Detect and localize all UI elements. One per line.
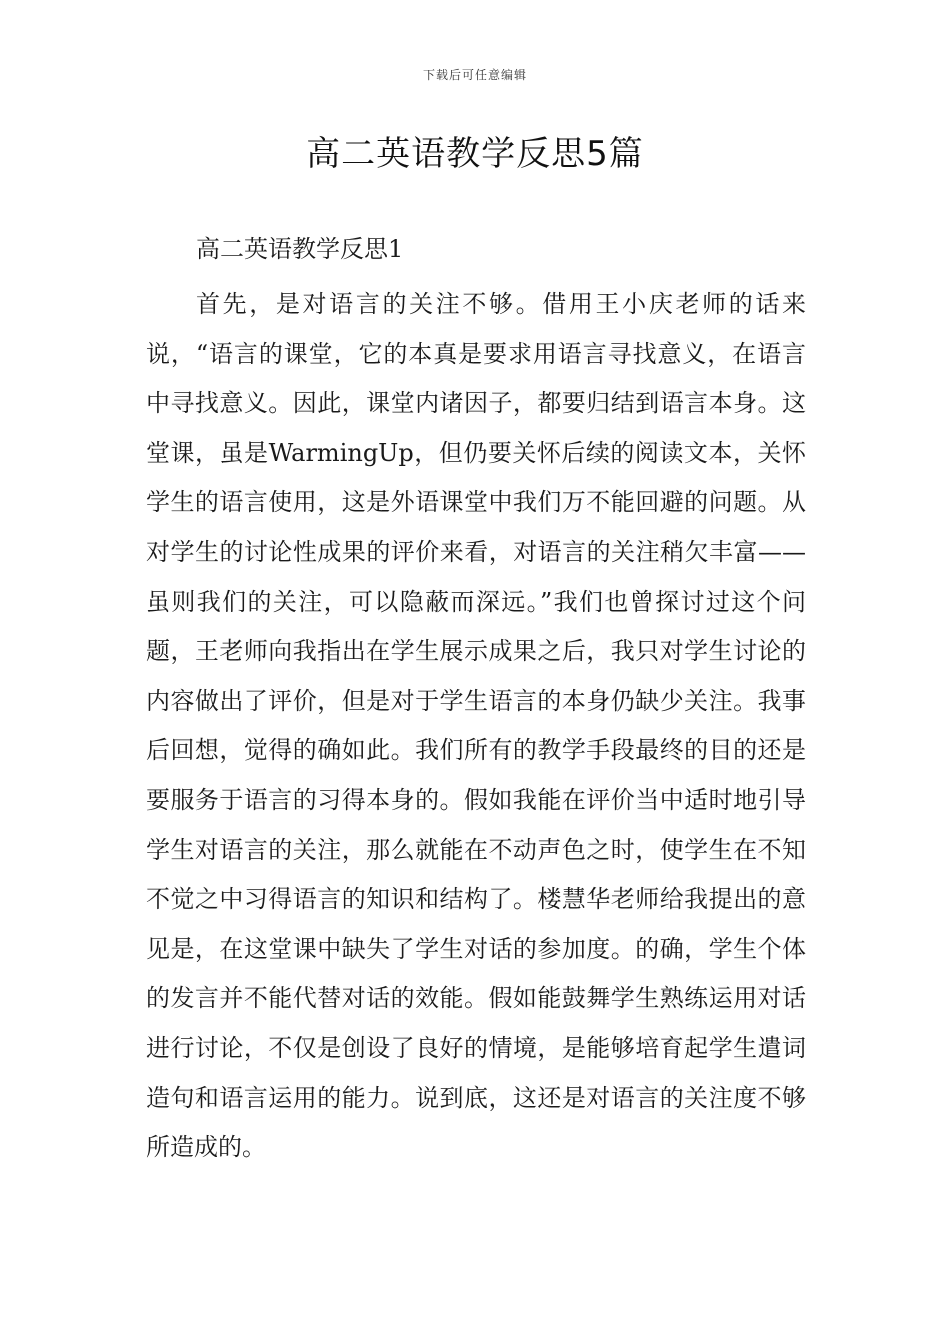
header-note: 下载后可任意编辑 <box>422 68 527 82</box>
section-heading: 高二英语教学反思1 <box>196 235 404 263</box>
document-title: 高二英语教学反思5篇 <box>306 134 644 174</box>
body-paragraph: 首先，是对语言的关注不够。借用王小庆老师的话来说，“语言的课堂，它的本真是要求用语言寻找意义，在语言中寻找意义。因此，课堂内诸因子，都要归结到语言本身。这堂课，虽是WarmingUp，但仍要关怀后续的阅读文本，关怀学生的语言使用，这是外语课堂中我们万不能回避的问题。从对学生的讨论性成果的评价来看，对语言的关注稍欠丰富——虽则我们的关注，可以隐蔽而深远。”我们也曾探讨过这个问题，王老师向我指出在学生展示成果之后，我只对学生讨论的内容做出了评价，但是对于学生语言的本身仍缺少关注。我事后回想，觉得的确如此。我们所有的教学手段最终的目的还是要服务于语言的习得本身的。假如我能在评价当中适时地引导学生对语言的关注，那么就能在不动声色之时，使学生在不知不觉之中习得语言的知识和结构了。楼慧华老师给我提出的意见是，在这堂课中缺失了学生对话的参加度。的确，学生个体的发言并不能代替对话的效能。假如能鼓舞学生熟练运用对话进行讨论，不仅是创设了良好的情境，是能够培育起学生遣词造句和语言运用的能力。说到底，这还是对语言的关注度不够所造成的。 <box>146 290 806 1162</box>
